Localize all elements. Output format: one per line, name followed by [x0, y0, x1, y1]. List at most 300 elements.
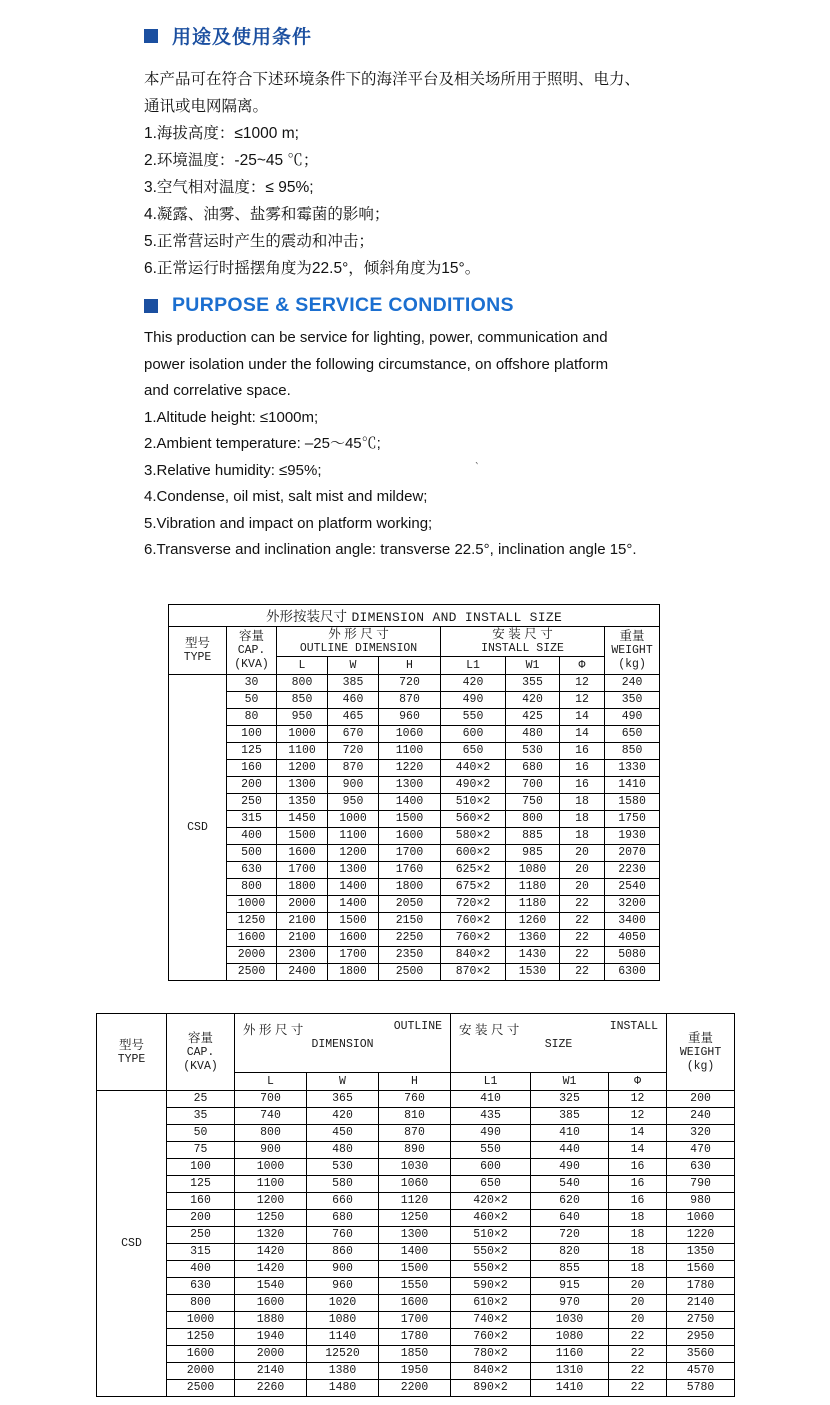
cell-H: 2050 — [379, 896, 441, 913]
cell-weight: 1750 — [605, 811, 660, 828]
th-type-en: TYPE — [183, 651, 212, 664]
cell-L: 1100 — [235, 1176, 307, 1193]
th-L: L — [277, 657, 328, 675]
th2-outline-en: OUTLINE — [393, 1020, 443, 1033]
cell-weight: 320 — [667, 1125, 735, 1142]
cell-phi: 22 — [609, 1363, 667, 1380]
cell-weight: 490 — [605, 709, 660, 726]
cell-L: 1250 — [235, 1210, 307, 1227]
cell-L1: 590×2 — [451, 1278, 531, 1295]
en-line-5: 2.Ambient temperature: –25～45℃; — [144, 435, 381, 452]
cell-L1: 550 — [441, 709, 506, 726]
table1-caption-row — [169, 605, 660, 627]
th-L1: L1 — [441, 657, 506, 675]
cell-L: 1880 — [235, 1312, 307, 1329]
th2-capacity — [167, 1014, 235, 1091]
cell-L: 800 — [277, 675, 328, 692]
cell-phi: 18 — [560, 828, 605, 845]
cell-W: 450 — [307, 1125, 379, 1142]
th-outline-en: OUTLINE DIMENSION — [299, 642, 418, 655]
cell-W: 670 — [328, 726, 379, 743]
cell-phi: 22 — [560, 913, 605, 930]
cell-L1: 440×2 — [441, 760, 506, 777]
cell-W1: 700 — [506, 777, 560, 794]
cell-weight: 630 — [667, 1159, 735, 1176]
cell-weight: 2230 — [605, 862, 660, 879]
table-row — [169, 692, 660, 709]
cell-W: 1000 — [328, 811, 379, 828]
cell-capacity: 75 — [167, 1142, 235, 1159]
cell-weight: 1060 — [667, 1210, 735, 1227]
cell-W1: 855 — [531, 1261, 609, 1278]
cell-H: 1060 — [379, 1176, 451, 1193]
heading-text-en: PURPOSE & SERVICE CONDITIONS — [172, 294, 514, 316]
cell-W1: 985 — [506, 845, 560, 862]
cell-weight: 2540 — [605, 879, 660, 896]
cell-phi: 18 — [609, 1244, 667, 1261]
th-weight-cn: 重量 — [619, 629, 645, 643]
th2-weight-cn: 重量 — [688, 1030, 714, 1045]
table-row — [169, 828, 660, 845]
cell-L1: 760×2 — [451, 1329, 531, 1346]
cell-capacity: 400 — [167, 1261, 235, 1278]
dimension-table-1 — [168, 604, 660, 981]
cell-capacity: 50 — [167, 1125, 235, 1142]
cell-W: 950 — [328, 794, 379, 811]
cell-L1: 510×2 — [451, 1227, 531, 1244]
cell-L: 2100 — [277, 913, 328, 930]
cell-L1: 550 — [451, 1142, 531, 1159]
cell-W1: 530 — [506, 743, 560, 760]
cell-W1: 800 — [506, 811, 560, 828]
table-row — [97, 1142, 735, 1159]
cell-H: 1700 — [379, 845, 441, 862]
cell-weight: 4570 — [667, 1363, 735, 1380]
cell-W: 1800 — [328, 964, 379, 981]
cell-capacity: 2000 — [167, 1363, 235, 1380]
cell-W1: 480 — [506, 726, 560, 743]
cell-W: 660 — [307, 1193, 379, 1210]
cell-phi: 18 — [609, 1210, 667, 1227]
cell-weight: 790 — [667, 1176, 735, 1193]
th2-type — [97, 1014, 167, 1091]
cell-weight: 650 — [605, 726, 660, 743]
en-line-1: This production can be service for lighting, power, communication and — [144, 329, 608, 346]
cell-L: 1320 — [235, 1227, 307, 1244]
cell-weight: 980 — [667, 1193, 735, 1210]
table-row — [169, 964, 660, 981]
cell-W1: 420 — [506, 692, 560, 709]
cell-weight: 2140 — [667, 1295, 735, 1312]
cell-H: 2150 — [379, 913, 441, 930]
cell-weight: 200 — [667, 1091, 735, 1108]
cell-H: 1250 — [379, 1210, 451, 1227]
section-purpose-cn — [144, 22, 312, 49]
cell-L1: 760×2 — [441, 913, 506, 930]
heading-text-cn: 用途及使用条件 — [172, 27, 313, 48]
cell-W: 680 — [307, 1210, 379, 1227]
th-capacity — [227, 627, 277, 675]
cell-H: 1500 — [379, 811, 441, 828]
cell-capacity: 50 — [227, 692, 277, 709]
cell-phi: 22 — [609, 1346, 667, 1363]
cell-H: 1060 — [379, 726, 441, 743]
cell-L1: 550×2 — [451, 1261, 531, 1278]
cell-phi: 12 — [609, 1091, 667, 1108]
cell-L: 1350 — [277, 794, 328, 811]
th2-weight — [667, 1014, 735, 1091]
table-row — [97, 1159, 735, 1176]
cell-H: 960 — [379, 709, 441, 726]
th-H: H — [379, 657, 441, 675]
th-type — [169, 627, 227, 675]
table-row — [169, 709, 660, 726]
cell-phi: 14 — [560, 726, 605, 743]
cell-W: 1480 — [307, 1380, 379, 1397]
th2-type-en: TYPE — [117, 1052, 146, 1066]
cell-H: 1500 — [379, 1261, 451, 1278]
cell-phi: 16 — [609, 1193, 667, 1210]
cell-L: 2000 — [235, 1346, 307, 1363]
cell-W1: 720 — [531, 1227, 609, 1244]
th2-outline — [235, 1014, 451, 1073]
cell-phi: 18 — [609, 1261, 667, 1278]
th2-W1: W1 — [531, 1073, 609, 1091]
cell-capacity: 25 — [167, 1091, 235, 1108]
cell-H: 1600 — [379, 828, 441, 845]
cell-phi: 16 — [560, 777, 605, 794]
cell-phi: 20 — [560, 845, 605, 862]
cell-H: 1400 — [379, 794, 441, 811]
en-line-4: 1.Altitude height: ≤1000m; — [144, 408, 319, 426]
cn-line-6: 4.凝露、油雾、盐雾和霉菌的影响； — [144, 206, 390, 223]
cn-line-4: 2.环境温度：-25~45 ℃； — [144, 152, 319, 169]
cell-W: 1400 — [328, 879, 379, 896]
cell-capacity: 800 — [167, 1295, 235, 1312]
table1-caption — [169, 605, 660, 627]
th2-weight-en: WEIGHT — [679, 1045, 722, 1059]
cell-phi: 12 — [560, 692, 605, 709]
cell-W: 530 — [307, 1159, 379, 1176]
cell-L: 2400 — [277, 964, 328, 981]
cell-phi: 20 — [609, 1312, 667, 1329]
cell-L1: 460×2 — [451, 1210, 531, 1227]
table-row — [97, 1261, 735, 1278]
cell-W1: 885 — [506, 828, 560, 845]
th-type-cn: 型号 — [184, 636, 210, 650]
cell-H: 1300 — [379, 1227, 451, 1244]
cell-W1: 820 — [531, 1244, 609, 1261]
cell-W1: 1360 — [506, 930, 560, 947]
body-cn — [144, 66, 704, 282]
cell-weight: 3400 — [605, 913, 660, 930]
cell-W: 960 — [307, 1278, 379, 1295]
cell-W: 1380 — [307, 1363, 379, 1380]
cell-H: 2200 — [379, 1380, 451, 1397]
cell-W: 1600 — [328, 930, 379, 947]
table-row — [97, 1380, 735, 1397]
cell-W: 420 — [307, 1108, 379, 1125]
cell-H: 1120 — [379, 1193, 451, 1210]
cell-W: 720 — [328, 743, 379, 760]
th2-install-en2: SIZE — [544, 1038, 573, 1051]
cell-L1: 600 — [451, 1159, 531, 1176]
table-row — [169, 675, 660, 692]
cell-capacity: 2500 — [167, 1380, 235, 1397]
cell-W1: 325 — [531, 1091, 609, 1108]
th-install — [441, 627, 605, 657]
table-row — [169, 760, 660, 777]
cell-capacity: 315 — [227, 811, 277, 828]
cell-phi: 22 — [609, 1329, 667, 1346]
cell-W: 465 — [328, 709, 379, 726]
cell-W: 580 — [307, 1176, 379, 1193]
table-row — [169, 896, 660, 913]
cell-W1: 1430 — [506, 947, 560, 964]
cell-L1: 420×2 — [451, 1193, 531, 1210]
cell-L: 1100 — [277, 743, 328, 760]
cell-L: 1420 — [235, 1261, 307, 1278]
cell-L1: 580×2 — [441, 828, 506, 845]
cell-weight: 1350 — [667, 1244, 735, 1261]
cell-L1: 650 — [451, 1176, 531, 1193]
cell-weight: 5080 — [605, 947, 660, 964]
table-row — [97, 1210, 735, 1227]
cell-phi: 16 — [609, 1159, 667, 1176]
cn-line-1: 本产品可在符合下述环境条件下的海洋平台及相关场所用于照明、电力、 — [144, 71, 641, 88]
table-row — [169, 930, 660, 947]
cell-W: 1100 — [328, 828, 379, 845]
th2-install-en: INSTALL — [609, 1020, 659, 1033]
cell-weight: 1560 — [667, 1261, 735, 1278]
cell-W1: 540 — [531, 1176, 609, 1193]
cell-W1: 620 — [531, 1193, 609, 1210]
cell-W: 480 — [307, 1142, 379, 1159]
cell-capacity: 400 — [227, 828, 277, 845]
stray-mark: ` — [472, 459, 480, 475]
cell-W1: 1260 — [506, 913, 560, 930]
bullet-square-icon — [144, 299, 158, 313]
cell-W1: 750 — [506, 794, 560, 811]
cn-line-8: 6.正常运行时摇摆角度为22.5°，倾斜角度为15°。 — [144, 260, 481, 277]
table-row — [97, 1295, 735, 1312]
cell-phi: 14 — [609, 1125, 667, 1142]
cell-H: 1030 — [379, 1159, 451, 1176]
cell-W: 1080 — [307, 1312, 379, 1329]
th2-cap-cn: 容量 — [187, 1030, 213, 1045]
cell-W1: 1080 — [531, 1329, 609, 1346]
cell-L1: 550×2 — [451, 1244, 531, 1261]
section-heading-en — [144, 294, 514, 317]
cell-phi: 22 — [560, 964, 605, 981]
th2-type-cn: 型号 — [118, 1037, 144, 1052]
th2-install — [451, 1014, 667, 1073]
table-row — [97, 1108, 735, 1125]
cell-H: 2350 — [379, 947, 441, 964]
cell-W1: 1310 — [531, 1363, 609, 1380]
table-row — [97, 1125, 735, 1142]
cell-capacity: 315 — [167, 1244, 235, 1261]
cn-line-2: 通讯或电网隔离。 — [144, 98, 269, 115]
cell-capacity: 630 — [227, 862, 277, 879]
cell-capacity: 200 — [167, 1210, 235, 1227]
cell-phi: 20 — [560, 879, 605, 896]
table-row — [97, 1091, 735, 1108]
cell-capacity: 1000 — [227, 896, 277, 913]
cell-W1: 410 — [531, 1125, 609, 1142]
cell-H: 1300 — [379, 777, 441, 794]
cell-capacity: 2000 — [227, 947, 277, 964]
cell-weight: 1220 — [667, 1227, 735, 1244]
cell-W1: 680 — [506, 760, 560, 777]
table-row — [169, 862, 660, 879]
th2-install-cn: 安 装 尺 寸 — [459, 1023, 520, 1037]
cell-weight: 3200 — [605, 896, 660, 913]
cell-W: 365 — [307, 1091, 379, 1108]
table-row — [169, 743, 660, 760]
cell-L1: 890×2 — [451, 1380, 531, 1397]
cell-L: 2100 — [277, 930, 328, 947]
cell-W1: 490 — [531, 1159, 609, 1176]
table-row — [169, 811, 660, 828]
cell-L1: 490 — [441, 692, 506, 709]
th2-L1: L1 — [451, 1073, 531, 1091]
cell-H: 870 — [379, 692, 441, 709]
cell-weight: 240 — [605, 675, 660, 692]
cell-L: 2300 — [277, 947, 328, 964]
cell-W: 1300 — [328, 862, 379, 879]
table1-caption-en: DIMENSION AND INSTALL SIZE — [351, 610, 563, 625]
table1-header-row — [169, 627, 660, 657]
cell-W: 1500 — [328, 913, 379, 930]
cell-L: 800 — [235, 1125, 307, 1142]
cell-weight: 350 — [605, 692, 660, 709]
cell-capacity: 250 — [227, 794, 277, 811]
cell-L: 950 — [277, 709, 328, 726]
cell-H: 1850 — [379, 1346, 451, 1363]
cell-phi: 14 — [560, 709, 605, 726]
table-row — [97, 1244, 735, 1261]
cell-H: 2250 — [379, 930, 441, 947]
th2-W: W — [307, 1073, 379, 1091]
en-line-8: 5.Vibration and impact on platform working; — [144, 514, 433, 532]
cell-W: 385 — [328, 675, 379, 692]
cell-L1: 490×2 — [441, 777, 506, 794]
cell-capacity: 125 — [227, 743, 277, 760]
cell-W: 760 — [307, 1227, 379, 1244]
cell-weight: 2750 — [667, 1312, 735, 1329]
th-weight-en: WEIGHT — [611, 644, 653, 657]
cell-capacity: 1000 — [167, 1312, 235, 1329]
cell-H: 760 — [379, 1091, 451, 1108]
cell-capacity: 800 — [227, 879, 277, 896]
cell-phi: 20 — [560, 862, 605, 879]
cell-L1: 560×2 — [441, 811, 506, 828]
cell-W: 900 — [328, 777, 379, 794]
cell-H: 720 — [379, 675, 441, 692]
table-row — [97, 1176, 735, 1193]
cell-phi: 22 — [609, 1380, 667, 1397]
th-cap-en: CAP. — [237, 644, 266, 657]
cell-weight: 240 — [667, 1108, 735, 1125]
th2-cap-unit: (KVA) — [183, 1059, 218, 1073]
cell-W1: 1030 — [531, 1312, 609, 1329]
cn-line-7: 5.正常营运时产生的震动和冲击； — [144, 233, 374, 250]
cell-W: 12520 — [307, 1346, 379, 1363]
en-line-3: and correlative space. — [144, 382, 291, 399]
cell-capacity: 80 — [227, 709, 277, 726]
cell-L: 900 — [235, 1142, 307, 1159]
cell-weight: 5780 — [667, 1380, 735, 1397]
cell-H: 1700 — [379, 1312, 451, 1329]
cell-L1: 675×2 — [441, 879, 506, 896]
cell-L1: 625×2 — [441, 862, 506, 879]
bullet-square-icon — [144, 29, 158, 43]
th2-L: L — [235, 1073, 307, 1091]
cell-L: 740 — [235, 1108, 307, 1125]
table1-body — [169, 675, 660, 981]
cell-capacity: 1250 — [227, 913, 277, 930]
th-phi: Φ — [560, 657, 605, 675]
cell-L: 2140 — [235, 1363, 307, 1380]
cell-phi: 22 — [560, 896, 605, 913]
cell-H: 1950 — [379, 1363, 451, 1380]
cell-weight: 1410 — [605, 777, 660, 794]
table-row — [97, 1346, 735, 1363]
cell-L: 1700 — [277, 862, 328, 879]
table1-caption-cn: 外形按装尺寸 — [266, 609, 347, 624]
cell-capacity: 100 — [227, 726, 277, 743]
cell-W1: 1530 — [506, 964, 560, 981]
cell-W1: 425 — [506, 709, 560, 726]
table2-header-row — [97, 1014, 735, 1073]
cell-phi: 20 — [609, 1278, 667, 1295]
cell-L: 1450 — [277, 811, 328, 828]
cell-L1: 760×2 — [441, 930, 506, 947]
table-row — [97, 1227, 735, 1244]
cell-L1: 720×2 — [441, 896, 506, 913]
cell-phi: 16 — [609, 1176, 667, 1193]
th2-phi: Φ — [609, 1073, 667, 1091]
cell-W: 1200 — [328, 845, 379, 862]
cell-weight: 1330 — [605, 760, 660, 777]
cell-capacity: 1250 — [167, 1329, 235, 1346]
cell-W1: 440 — [531, 1142, 609, 1159]
th-outline — [277, 627, 441, 657]
cell-L1: 780×2 — [451, 1346, 531, 1363]
th-W: W — [328, 657, 379, 675]
cn-line-5: 3.空气相对温度：≤ 95%; — [144, 179, 314, 196]
cell-L1: 600×2 — [441, 845, 506, 862]
cell-capacity: 160 — [227, 760, 277, 777]
cell-L1: 650 — [441, 743, 506, 760]
cell-W1: 1410 — [531, 1380, 609, 1397]
cell-L: 1940 — [235, 1329, 307, 1346]
table2-body — [97, 1091, 735, 1397]
cell-L: 1000 — [235, 1159, 307, 1176]
cell-W1: 385 — [531, 1108, 609, 1125]
cell-W: 900 — [307, 1261, 379, 1278]
th2-outline-cn: 外 形 尺 寸 — [243, 1023, 304, 1037]
section-heading-cn — [144, 22, 312, 49]
cell-phi: 16 — [560, 760, 605, 777]
cell-W: 460 — [328, 692, 379, 709]
cell-H: 1600 — [379, 1295, 451, 1312]
cell-capacity: 630 — [167, 1278, 235, 1295]
en-line-2: power isolation under the following circumstance, on offshore platform — [144, 355, 609, 373]
cell-H: 870 — [379, 1125, 451, 1142]
cell-capacity: 125 — [167, 1176, 235, 1193]
